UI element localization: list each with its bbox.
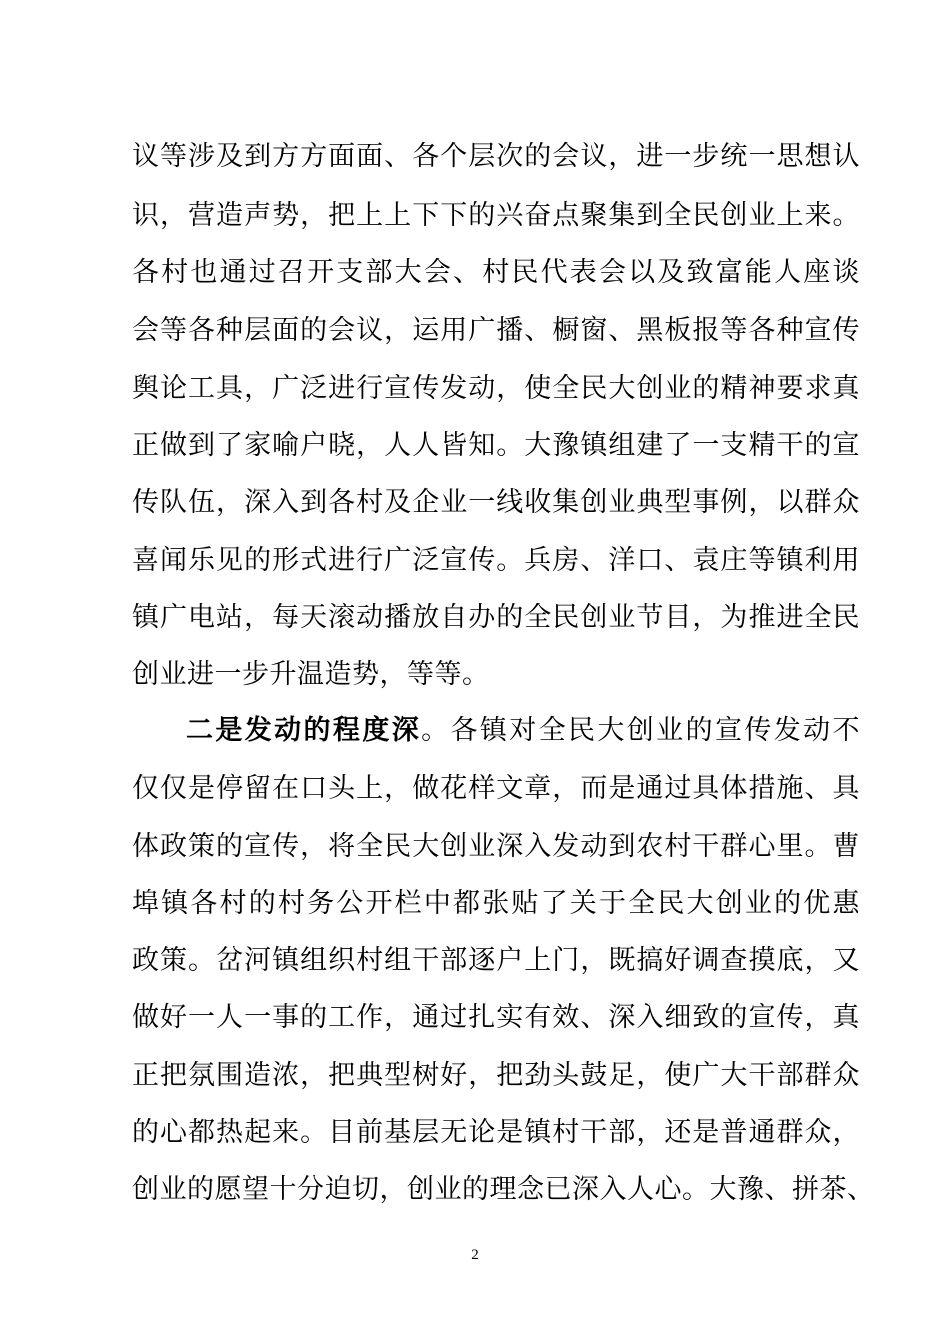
text-line: 埠镇各村的村务公开栏中都张贴了关于全民大创业的优惠 [132,888,860,919]
text-line: 传队伍，深入到各村及企业一线收集创业典型事例，以群众 [132,487,860,518]
text-line: 镇广电站，每天滚动播放自办的全民创业节目，为推进全民 [132,602,860,633]
text-line: 各村也通过召开支部大会、村民代表会以及致富能人座谈 [132,257,860,288]
text-line: 创业的愿望十分迫切，创业的理念已深入人心。大豫、拼茶、 [132,1174,875,1205]
text-line: 体政策的宣传，将全民大创业深入发动到农村干群心里。曹 [132,831,860,862]
page-number: 2 [471,1247,479,1263]
text-line: 会等各种层面的会议，运用广播、橱窗、黑板报等各种宣传 [132,315,860,346]
paragraph-first-line [186,714,860,748]
text-line: 做好一人一事的工作，通过扎实有效、深入细致的宣传，真 [132,1002,860,1033]
text-line: 正把氛围造浓，把典型树好，把劲头鼓足，使广大干部群众 [132,1060,860,1091]
text-line: 创业进一步升温造势，等等。 [132,659,490,690]
text-line: 仅仅是停留在口头上，做花样文章，而是通过具体措施、具 [132,773,860,804]
text-segment: 。各镇对全民大创业的宣传发动不 [421,715,861,746]
text-line: 识，营造声势，把上上下下的兴奋点聚集到全民创业上来。 [132,200,860,231]
text-line: 舆论工具，广泛进行宣传发动，使全民大创业的精神要求真 [132,373,860,404]
text-line: 政策。岔河镇组织村组干部逐户上门，既搞好调查摸底，又 [132,945,860,976]
paragraph-heading: 二是发动的程度深 [186,715,422,746]
text-line: 议等涉及到方方面面、各个层次的会议，进一步统一思想认 [132,141,860,172]
text-line: 喜闻乐见的形式进行广泛宣传。兵房、洋口、袁庄等镇利用 [132,545,860,576]
text-line: 的心都热起来。目前基层无论是镇村干部，还是普通群众， [132,1117,860,1148]
text-line: 正做到了家喻户晓，人人皆知。大豫镇组建了一支精干的宣 [132,430,860,461]
